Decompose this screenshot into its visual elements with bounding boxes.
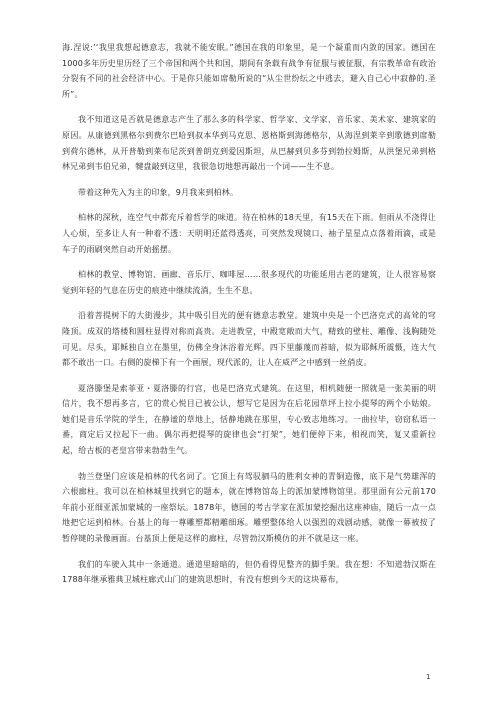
paragraph-1: 海.涅说:’‘我里我想起德意志，我就不能安眠。”德国在我的印象里，是一个凝重而内敛的国家。德国在1000多年历史里历经了三个帝国和两个共和国，期间有条载有战争有征服与被征服，有宗教革命有政治分裂有不同的社会经济中心。于是你只能如席勒所说的“从尘世纷纭之中逃去，避入自己心中寂静的.圣所”。 [62,43,436,99]
paragraph-5: 柏林的教堂、博物馆、画廊、音乐厅、咖啡屋……很多现代的功能延用古老的建筑，让人很容易察觉到年轻的气息在历史的痕迹中继续流淌，生生不息。 [62,270,436,295]
paragraph-2: 我不知道这是否就是德意志产生了那么多的科学家、哲学家、文学家、音乐家、美术家、建筑家的原因。从康德到黑格尔到费尔巴哈到叔本华到马克思、恩格斯到海德格尔，从海涅到莱辛到歌德到席勒到荷尔德林，从开普勒到莱布尼茨到普朗克到爱因斯坦，从巴赫到贝多芬到勃拉姆斯，从洪堡兄弟到格林兄弟到韦伯兄弟，犍盘敲到这里，我很急切地想再敲出一个词——生不息。 [62,115,436,172]
paragraph-4: 柏林的深秋，连空气中都充斥着哲学的味道。待在柏林的18天里，有15天在下雨。但雨从不浇得让人心烦，至多让人有一种着不透：天明明还蓝得透亮，可突然发现镜口、袖子星星点点落着雨滴，或是车子的雨刷突然自动开始摇摆。 [62,213,436,254]
paragraph-3: 带着这种先入为主的印象，9月我来到柏林。 [78,187,239,197]
paragraph-8: 勃兰登堡门应该是柏林的代名词了。它顶上有驾驭驷马的胜利女神的青铜造像，底下是气势雄浑的六根廊柱。我可以在柏林城里找到它的题本，就在博物馆岛上的派加蒙博物馆里。那里面有公元前170年前小亚细亚派加蒙城的一座祭坛。1878年，德国的考古学家在派加蒙挖掘出这座神庙，随后一点一点地把它运到柏林。台基上的每一尊雕塑都精雕细琢。雕塑整体给人以强烈的戏剧动感，就像一幕被按了暂停键的录像画面。台基顶上便是这样的廊柱，尽管勃汉斯模仿的并不就是这一座。 [62,471,436,544]
document-page [62,40,436,598]
paragraph-6: 沿着菩提树下的大街漫步，其中吸引目光的便有德意志教堂。建筑中央是一个巴洛克式的高耸的穹隆顶。成双的塔楼和圆柱显得对称而高贵。走进教堂，中殿宽敞而大气，精致的壁柱、雕像、浅胸随处可见。尽头，耶稣独自立在墨里，仿佛全身沐浴着光辉。四下里藤蔑而苔暗，似为耶稣所震慑，连大气都不敢出一口。右侧的旋梯下有一个画展，现代派的，让人在威严之中感到一丝俏皮。 [62,311,436,368]
page-number: 1 [426,673,431,681]
paragraph-7: 夏洛滕堡是索菲亚・夏洛滕的行宫，也是巴洛克式建筑。在这里，相机随便一照就是一张美丽的明信片，我不想再多言，它的赏心悦目已被公认，想写它是因为在后花园草坪上拉小提琴的两个小姑娘。她们是音乐学院的学生，在静谧的草地上，恬静地跳在那里，专心致志地练习。一曲拉毕，窃窃私语一番，商定后又拉起下一曲。偶尔再把提琴的旋律也会“打架”，她们便停下来，相视而笑，复又重新拉起，给古板的老皇宫带来勃勃生气。 [62,383,436,456]
paragraph-9: 我们的车驶入其中一条通道。通道里暗暗的，但仍看得见整齐的脚手架。我在想：不知道勃汉斯在1788年继承雅典卫城柱廊式山门的建筑思想时，有没有想到今天的这块幕布， [62,559,436,585]
